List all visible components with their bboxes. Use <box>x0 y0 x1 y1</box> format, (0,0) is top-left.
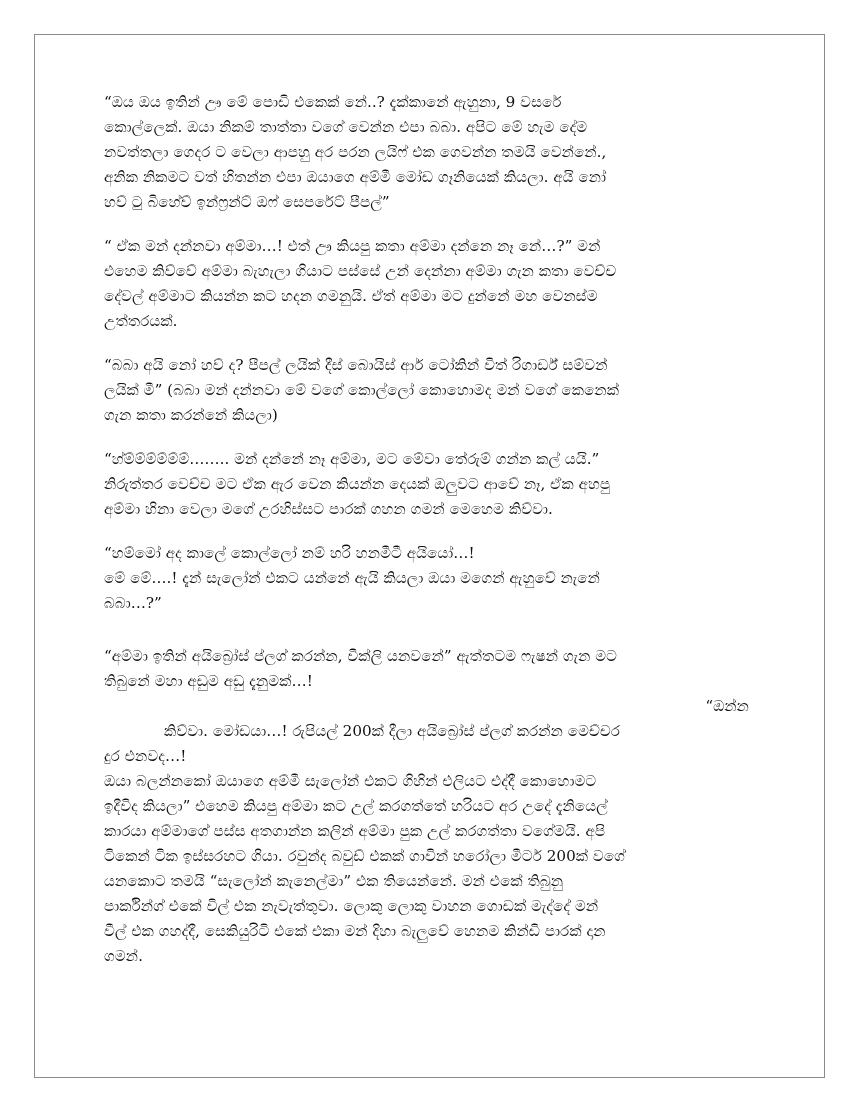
text-line: නිරුත්තර වෙච්ච මට ඒක ඇර වෙන කියන්න දෙයක් ඔලුවට ආවේ නෑ, ඒක අහපු <box>104 475 611 493</box>
text-line: ඉදීවිද කියලා” එහෙම කියපු අම්මා කට උල් කරගත්තේ හරියට අර උදේ දැනියෙල් <box>104 797 608 815</box>
text-line: එහෙම කිව්වේ අම්මා බැහැලා ගියාට පස්සේ උන් දෙන්නා අම්මා ගැන කතා වෙච්ච <box>104 262 617 280</box>
paragraph-6 <box>104 644 749 694</box>
text-line: හව් ටු බිහේව් ඉන්ෆ්‍රන්ට් ඔෆ් සෙපරේට් පීපල්” <box>104 193 390 211</box>
text-line: නවත්තලා ගෙදර ට වෙලා ආපහු අර පරන ලයිෆ් එක ගෙවන්න තමයි වෙන්නේ., <box>104 143 607 161</box>
paragraph-7 <box>104 694 749 969</box>
text-line: උත්තරයක්. <box>104 312 178 330</box>
text-line: කොල්ලෙක්. ඔයා නිකම් තාත්තා වගේ වෙන්න එපා බබා. අපිට මේ හැම දේම <box>104 118 588 136</box>
paragraph-3 <box>104 353 749 428</box>
paragraph-4 <box>104 447 749 522</box>
text-line: යනකොට තමයි “සැලෝන් කැනෙල්මා” එක තියෙන්නේ. මන් එකේ තිබුනු <box>104 872 564 890</box>
text-line: දේවල් අම්මාට කියන්න කට හදන ගමනුයි. ඒත් අම්මා මට දුන්නේ මහ වෙනස්ම <box>104 287 598 305</box>
paragraph-1 <box>104 90 749 215</box>
text-line: බබා…?” <box>104 594 162 612</box>
paragraph-5 <box>104 541 749 616</box>
text-line: “ඔය ඔය ඉතින් ඌ මේ පොඩි එකෙක් නේ..? දැක්කානේ ඇහුනා, 9 වසරේ <box>104 93 562 111</box>
paragraph-2 <box>104 234 749 334</box>
text-line: කිව්වා. මෝඩයා…! රුපියල් 200ක් දීලා අයිබ්‍රෝස් ප්ලග් කරන්න මෙච්චර <box>164 722 621 740</box>
text-line: පාර්කින්ග් එකේ විල් එක නැවැත්තුවා. ලොකු ලොකු වාහන ගොඩක් මැද්දේ මන් <box>104 897 599 915</box>
text-line: මේ මේ….! දැන් සැලෝන් එකට යන්නේ ඇයි කියලා ඔයා මගෙන් ඇහුවේ නැනේ <box>104 569 600 587</box>
text-line: කාරයා අම්මාගේ පස්ස අතගාන්න කලින් අම්මා පුක උල් කරගත්තා වගේමයි. අපි <box>104 822 606 840</box>
text-line: “ ඒක මන් දන්නවා අම්මා…! එත් ඌ කියපු කතා අම්මා දන්නෙ නෑ නේ…?” මන් <box>104 237 601 255</box>
text-line: දුර එනවද…! <box>104 747 187 765</box>
text-line: අම්මා හිනා වෙලා මගේ උරහිස්සට පාරක් ගහන ගමන් මෙහෙම කිව්වා. <box>104 500 553 518</box>
text-line: ලයික් මී” (බබා මන් දන්නවා මේ වගේ කොල්ලෝ කොහොමද මන් වගේ කෙනෙක් <box>104 381 620 399</box>
text-line: “හ්ම්ම්ම්ම්ම්ම්…….. මන් දන්නේ නෑ අම්මා, මට මේවා තේරුම් ගන්න කල් යයි.” <box>104 450 600 468</box>
text-line: ගැන කතා කරන්නේ කියලා) <box>104 406 278 424</box>
story-text <box>104 90 749 969</box>
text-line: තිබුනේ මහා අඩුම අඩු දැනුමක්…! <box>104 672 313 690</box>
text-line: අනික නිකමට වත් හිතන්න එපා ඔයාගෙ අම්මී මෝඩ ගෑනියෙක් කියලා. අයි නෝ <box>104 168 607 186</box>
text-line: “අම්මා ඉතින් අයිබ්‍රෝස් ප්ලග් කරන්න, වීක්ලි යනවනේ” ඇත්තටම ෆැෂන් ගැන මට <box>104 647 618 665</box>
text-line: ඔයා බලන්නකෝ ඔයාගෙ අම්මී සැලෝන් එකට ගිහින් එලියට එද්දී කොහොමට <box>104 772 597 790</box>
text-line: ටිකෙන් ටික ඉස්සරහට ගියා. රවුන්ද බවුඩ් එකක් ගාවින් හරෝලා මීටර් 200ක් වගේ <box>104 847 626 865</box>
text-line: “බබා අයි නෝ හව් ද? පීපල් ලයික් දීස් බොයිස් ආර් ටෝකින් විත් රිගාර්ඩ් සම්වන් <box>104 356 608 374</box>
text-line: “හම්මෝ අද කාලේ කොල්ලෝ නම් හරි හනමීටී අයියෝ…! <box>104 544 475 562</box>
quote-open: “ඔන්න <box>705 697 749 715</box>
text-line: ගමන්. <box>104 947 143 965</box>
text-line: වීල් එක ගහද්දී, සෙකියුරිටි එකේ එකා මන් දිහා බැලුවේ හෙනම කින්ඩි පාරක් දාන <box>104 922 606 940</box>
